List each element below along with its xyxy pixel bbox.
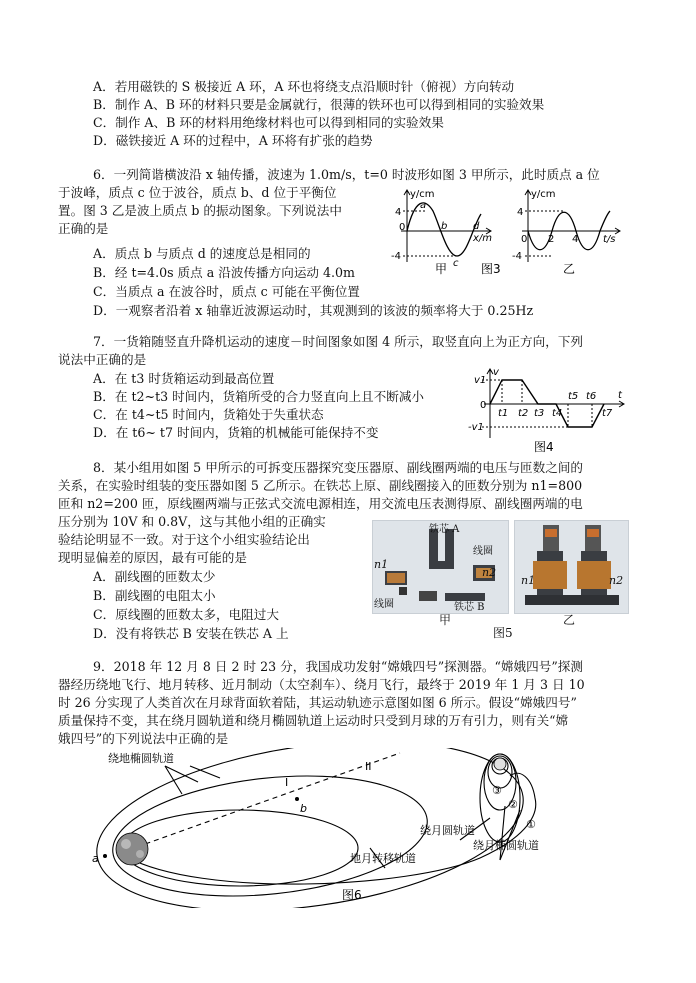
q7-option-d: D．在 t6~ t7 时间内，货箱的机械能可能保持不变 <box>93 425 379 440</box>
q9-stem-line3: 时 26 分实现了人类首次在月球背面软着陆，其运动轨迹示意图如图 6 所示。假设“嫦娥四号” <box>58 695 577 710</box>
fig4-t6: t6 <box>586 391 597 402</box>
fig5-core-a-label: 铁芯 A <box>429 524 460 535</box>
fig4-zero: 0 <box>480 400 487 411</box>
fig4-t5: t5 <box>568 391 579 402</box>
q8-option-a: A．副线圈的匝数太少 <box>93 569 216 584</box>
fig4-v1: v1 <box>474 375 487 386</box>
fig3-yi-minus4: -4 <box>512 251 522 262</box>
fig6-moon-circle-label: 绕月圆轨道 <box>420 824 475 837</box>
fig4-neg-v1: -v1 <box>468 422 484 433</box>
q9-stem-line2: 器经历绕地飞行、地月转移、近月制动（太空刹车）、绕月飞行，最终于 2019 年 1 月 3 日 10 <box>58 677 585 692</box>
fig3-jia-zero: 0 <box>399 222 406 233</box>
fig3-jia-label: 甲 <box>435 262 448 276</box>
fig5-yi-n2: n2 <box>609 574 624 587</box>
q6-stem-line3: 置。图 3 乙是波上质点 b 的振动图象。下列说法中 <box>58 203 342 218</box>
fig5-jia-label: 甲 <box>439 613 452 627</box>
fig3-point-a: a <box>420 200 427 211</box>
fig5-coil-label-1: 线圈 <box>473 546 493 557</box>
q8-stem-line6: 现明显偏差的原因，最有可能的是 <box>58 550 247 565</box>
fig4-t7: t7 <box>602 408 613 419</box>
earth-icon <box>116 833 148 865</box>
q8-stem-line2: 关系，在实验时组装的变压器如图 5 乙所示。在铁芯上原、副线圈接入的匝数分别为 n1=800 <box>58 478 583 493</box>
q6-option-c: C．当质点 a 在波谷时，质点 c 可能在平衡位置 <box>93 284 360 299</box>
fig4-caption: 图4 <box>534 440 554 454</box>
q7-stem-line1: 7．一货箱随竖直升降机运动的速度－时间图象如图 4 所示，取竖直向上为正方向，下列 <box>93 334 584 349</box>
fig3-yi-ylabel: y/cm <box>531 189 556 200</box>
fig5-jia-n1: n1 <box>374 558 389 571</box>
q6-stem-line2: 于波峰，质点 c 位于波谷，质点 b、d 位于平衡位 <box>58 185 337 200</box>
fig3-yi-zero: 0 <box>521 234 528 245</box>
q8-option-d: D．没有将铁芯 B 安装在铁芯 A 上 <box>93 626 289 641</box>
fig4-t2: t2 <box>518 408 529 419</box>
fig3-point-d: d <box>473 221 480 232</box>
fig3-yi-plus4: 4 <box>517 207 524 218</box>
fig3-point-c: c <box>453 258 459 269</box>
fig3-jia-xlabel: x/m <box>473 233 493 244</box>
fig5-core-b-label: 铁芯 B <box>454 602 485 613</box>
q6-option-d: D．一观察者沿着 x 轴靠近波源运动时，其观测到的该波的频率将大于 0.25Hz <box>93 303 534 318</box>
q6-stem-line1: 6．一列简谐横波沿 x 轴传播，波速为 1.0m/s，t=0 时波形如图 3 甲所示，此时质点 a 位 <box>93 167 600 182</box>
q9-stem-line4: 质量保持不变，其在绕月圆轨道和绕月椭圆轨道上运动时只受到月球的万有引力，则有关“嫦 <box>58 713 569 728</box>
q9-stem-line5: 娥四号”的下列说法中正确的是 <box>58 731 229 746</box>
fig5-jia-n2: n2 <box>482 566 497 579</box>
fig4-t3: t3 <box>534 408 545 419</box>
q5-option-c: C．制作 A、B 环的材料用绝缘材料也可以得到相同的实验效果 <box>93 115 444 130</box>
fig4-t1: t1 <box>498 408 509 419</box>
q5-option-a: A．若用磁铁的 S 极接近 A 环，A 环也将绕支点沿顺时针（俯视）方向转动 <box>93 79 515 94</box>
fig3-jia-ylabel: y/cm <box>410 189 435 200</box>
fig3-caption: 图3 <box>481 262 501 276</box>
q7-option-b: B．在 t2~t3 时间内，货箱所受的合力竖直向上且不断减小 <box>93 389 425 404</box>
fig3-yi-label: 乙 <box>563 262 576 276</box>
fig6-caption: 图6 <box>342 888 362 902</box>
fig4-t: t <box>618 390 622 401</box>
fig5-yi-label: 乙 <box>563 613 576 627</box>
fig5-caption: 图5 <box>493 626 513 640</box>
fig3-yi-tick2: 2 <box>548 234 555 245</box>
q5-option-d: D．磁铁接近 A 环的过程中，A 环将有扩张的趋势 <box>93 133 373 148</box>
fig5-yi-n1: n1 <box>521 574 536 587</box>
fig6-point-a: a <box>92 852 99 865</box>
figure-3-wave <box>385 186 630 276</box>
q9-stem-line1: 9．2018 年 12 月 8 日 2 时 23 分，我国成功发射“嫦娥四号”探测器。“嫦娥四号”探测 <box>93 659 583 674</box>
q6-option-b: B．经 t=4.0s 质点 a 沿波传播方向运动 4.0m <box>93 265 355 280</box>
fig6-orbit-ii: II <box>365 760 372 773</box>
fig3-yi-xlabel: t/s <box>603 234 616 245</box>
q7-option-a: A．在 t3 时货箱运动到最高位置 <box>93 371 275 386</box>
fig4-t4: t4 <box>552 408 563 419</box>
figure-6-orbit-diagram <box>80 748 640 908</box>
q8-option-b: B．副线圈的电阻太小 <box>93 588 216 603</box>
fig3-jia-plus4: 4 <box>395 207 402 218</box>
fig6-orbit-1: ① <box>526 818 536 831</box>
fig3-point-b: b <box>441 221 448 232</box>
q7-option-c: C．在 t4~t5 时间内，货箱处于失重状态 <box>93 407 324 422</box>
fig6-transfer-label: 地月转移轨道 <box>350 852 416 865</box>
fig3-yi-tick4: 4 <box>572 234 579 245</box>
fig6-orbit-2: ② <box>508 798 518 811</box>
q8-stem-line5: 验结论明显不一致。对于这个小组实验结论出 <box>58 532 310 547</box>
q5-option-b: B．制作 A、B 环的材料只要是金属就行，很薄的铁环也可以得到相同的实验效果 <box>93 97 545 112</box>
q6-stem-line4: 正确的是 <box>58 221 109 236</box>
q7-stem-line2: 说法中正确的是 <box>58 352 147 367</box>
moon-icon <box>494 758 506 770</box>
fig4-v-label: v <box>493 367 499 378</box>
fig6-earth-orbit-label: 绕地椭圆轨道 <box>108 752 174 765</box>
q6-option-a: A．质点 b 与质点 d 的速度总是相同的 <box>93 246 311 261</box>
figure-5-photo-yi <box>514 520 629 614</box>
fig6-moon-ellipse-label: 绕月椭圆轨道 <box>473 839 539 852</box>
q8-stem-line4: 压分别为 10V 和 0.8V，这与其他小组的正确实 <box>58 514 326 529</box>
q8-option-c: C．原线圈的匝数太多，电阻过大 <box>93 607 279 622</box>
fig6-point-b: b <box>300 802 307 815</box>
fig6-orbit-i: I <box>285 776 289 789</box>
fig5-coil-label-2: 线圈 <box>374 599 394 610</box>
figure-4-vt-graph <box>468 366 628 454</box>
fig6-orbit-3: ③ <box>492 784 502 797</box>
fig3-jia-minus4: -4 <box>391 251 401 262</box>
q8-stem-line1: 8．某小组用如图 5 甲所示的可拆变压器探究变压器原、副线圈两端的电压与匝数之间的 <box>93 460 584 475</box>
q8-stem-line3: 匝和 n2=200 匝，原线圈两端与正弦式交流电源相连，用交流电压表测得原、副线圈两端的电 <box>58 496 583 511</box>
